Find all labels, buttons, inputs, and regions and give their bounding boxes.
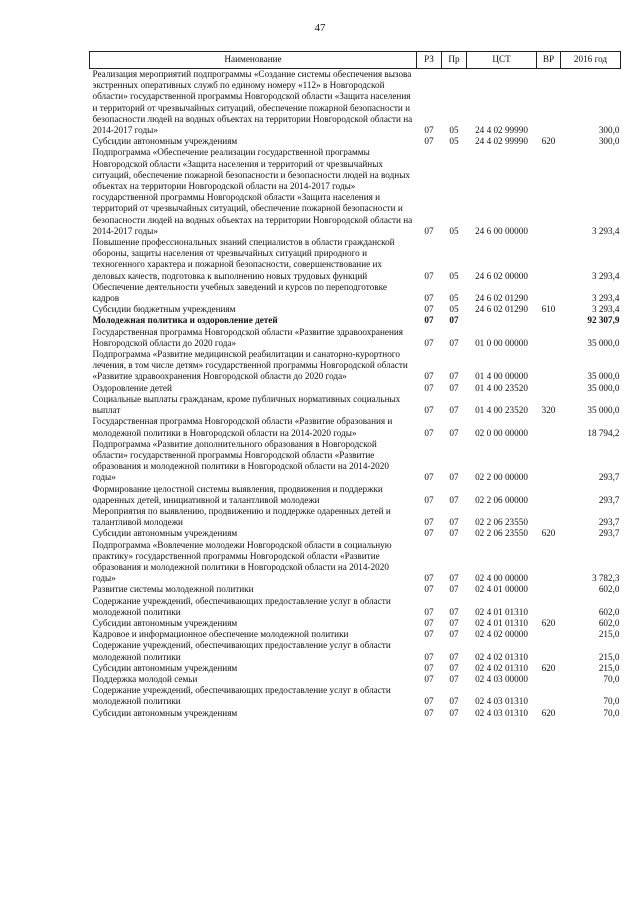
row-vr: 320 xyxy=(541,405,556,416)
row-pr: 07 xyxy=(449,673,459,684)
row-cst: 24 6 02 01290 xyxy=(475,304,528,315)
row-cst: 24 6 02 01290 xyxy=(475,293,528,304)
row-vr: 620 xyxy=(541,662,556,673)
table-row xyxy=(90,663,621,674)
row-pr: 07 xyxy=(449,662,459,673)
row-cst: 02 2 06 00000 xyxy=(475,494,528,505)
row-rz: 07 xyxy=(424,371,434,382)
table-row xyxy=(90,394,621,416)
table-row xyxy=(90,237,621,282)
header-name: Наименование xyxy=(90,52,417,69)
row-cst: 24 6 02 00000 xyxy=(475,270,528,281)
page-number: 47 xyxy=(314,22,326,34)
row-name: Мероприятия по выявлению, продвижению и поддержке одаренных детей и талантливой молодежи xyxy=(92,505,391,528)
table-row xyxy=(90,416,621,438)
row-sum: 35 000,0 xyxy=(587,382,620,393)
row-rz: 07 xyxy=(424,427,434,438)
row-vr xyxy=(537,416,561,438)
row-name: Формирование целостной системы выявления, продвижения и поддержки одаренных детей, инициативной и талантливой молодежи xyxy=(92,483,383,505)
header-rz: РЗ xyxy=(417,52,442,69)
row-rz: 07 xyxy=(424,573,434,584)
row-rz: 07 xyxy=(424,629,434,640)
table-row xyxy=(90,618,621,629)
row-sum: 293,7 xyxy=(598,472,620,483)
row-cst: 02 4 02 01310 xyxy=(475,662,528,673)
header-vr: ВР xyxy=(537,52,561,69)
table-row xyxy=(90,304,621,315)
table-row xyxy=(90,327,621,349)
table-row xyxy=(90,506,621,528)
row-name: Содержание учреждений, обеспечивающих предоставление услуг в области молодежной политики xyxy=(92,595,391,617)
row-name: Подпрограмма «Вовлечение молодежи Новгородской области в социальную практику» государственной программы Новгородской области «Развитие образования и молодежной политики в Новгородской области на 2014-2020 годы» xyxy=(92,539,392,584)
row-pr: 07 xyxy=(449,382,459,393)
table-row xyxy=(90,147,621,237)
row-pr: 07 xyxy=(449,584,459,595)
table-row xyxy=(90,584,621,595)
row-vr: 620 xyxy=(541,617,556,628)
row-cst: 01 0 00 00000 xyxy=(475,337,528,348)
row-rz: 07 xyxy=(424,494,434,505)
table-row xyxy=(90,540,621,585)
table-row xyxy=(90,528,621,539)
row-rz: 07 xyxy=(424,382,434,393)
row-cst: 01 4 00 00000 xyxy=(475,371,528,382)
row-pr: 07 xyxy=(449,651,459,662)
row-sum: 35 000,0 xyxy=(587,371,620,382)
row-cst: 02 2 00 00000 xyxy=(475,472,528,483)
row-vr xyxy=(537,540,561,585)
row-vr xyxy=(537,584,561,595)
row-vr xyxy=(537,383,561,394)
row-cst: 02 4 00 00000 xyxy=(475,573,528,584)
row-sum: 18 794,2 xyxy=(587,427,620,438)
row-cst: 02 4 03 01310 xyxy=(475,707,528,718)
row-rz: 07 xyxy=(424,125,434,136)
row-cst: 02 4 02 00000 xyxy=(475,629,528,640)
row-name: Субсидии бюджетным учреждениям xyxy=(92,304,236,315)
row-vr xyxy=(537,484,561,506)
row-rz: 07 xyxy=(424,304,434,315)
row-name: Подпрограмма «Развитие медицинской реабилитации и санаторно-курортного лечения, в том числе детям» государственной программы Новгородской области «Развитие здравоохранения Новгородской области до 2020 года» xyxy=(92,349,408,382)
row-rz: 07 xyxy=(424,405,434,416)
row-sum: 602,0 xyxy=(598,584,620,595)
row-name: Подпрограмма «Обеспечение реализации государственной программы Новгородской области «Защита населения и территорий от чрезвычайных ситуаций, обеспечение пожарной безопасности и безопасности людей на водных объектах на территории Новгородской области на 2014-2017 годы» государственной программы Новгородской области «Защита населения и территорий от чрезвычайных ситуаций, обеспечение пожарной безопасности и безопасности людей на водных объектах на территории Новгородской области на 2014-2017 годы» xyxy=(92,147,413,236)
row-pr: 05 xyxy=(449,136,459,147)
row-sum: 3 293,4 xyxy=(591,304,620,315)
row-sum: 602,0 xyxy=(598,606,620,617)
table-row xyxy=(90,282,621,304)
row-vr xyxy=(537,640,561,662)
row-vr xyxy=(537,506,561,528)
row-cst: 24 4 02 99990 xyxy=(475,125,528,136)
row-cst: 02 4 03 00000 xyxy=(475,673,528,684)
row-pr: 07 xyxy=(449,494,459,505)
row-sum: 92 307,9 xyxy=(587,315,620,326)
row-vr xyxy=(537,237,561,282)
row-sum: 300,0 xyxy=(598,125,620,136)
row-cst: 01 4 00 23520 xyxy=(475,382,528,393)
row-pr: 07 xyxy=(449,405,459,416)
row-name: Обеспечение деятельности учебных заведений и курсов по переподготовке кадров xyxy=(92,281,387,304)
row-vr xyxy=(537,685,561,707)
row-pr: 05 xyxy=(449,225,459,236)
row-sum: 3 293,4 xyxy=(591,293,620,304)
header-cst: ЦСТ xyxy=(467,52,537,69)
row-cst: 02 2 06 23550 xyxy=(475,528,528,539)
row-name: Подпрограмма «Развитие дополнительного образования в Новгородской области» государственной программы Новгородской области «Развитие образования и молодежной политики в Новгородской области на 2014-2020 годы» xyxy=(92,438,389,483)
row-rz: 07 xyxy=(424,662,434,673)
row-rz: 07 xyxy=(424,696,434,707)
row-rz: 07 xyxy=(424,606,434,617)
row-rz: 07 xyxy=(424,293,434,304)
row-pr: 07 xyxy=(449,427,459,438)
row-sum: 70,0 xyxy=(603,673,620,684)
row-name: Субсидии автономным учреждениям xyxy=(92,707,238,718)
row-pr: 05 xyxy=(449,270,459,281)
row-cst: 01 4 00 23520 xyxy=(475,405,528,416)
table-row xyxy=(90,69,621,137)
row-rz: 07 xyxy=(424,584,434,595)
row-name: Социальные выплаты гражданам, кроме публичных нормативных социальных выплат xyxy=(92,393,401,416)
table-row xyxy=(90,708,621,719)
row-sum: 293,7 xyxy=(598,494,620,505)
row-sum: 3 293,4 xyxy=(591,270,620,281)
budget-table xyxy=(89,51,621,719)
row-name: Содержание учреждений, обеспечивающих предоставление услуг в области молодежной политики xyxy=(92,640,391,662)
row-vr: 620 xyxy=(541,528,556,539)
row-sum: 293,7 xyxy=(598,528,620,539)
table-header-row xyxy=(90,52,621,69)
table-row xyxy=(90,596,621,618)
row-vr: 620 xyxy=(541,136,556,147)
row-sum: 35 000,0 xyxy=(587,337,620,348)
row-rz: 07 xyxy=(424,651,434,662)
table-row xyxy=(90,439,621,484)
row-sum: 215,0 xyxy=(598,651,620,662)
row-sum: 300,0 xyxy=(598,136,620,147)
row-name: Повышение профессиональных знаний специалистов в области гражданской обороны, защиты населения от чрезвычайных ситуаций природного и техногенного характера и пожарной безопасности, совершенствование их деловых качеств, подготовка к выполнению новых трудовых функций xyxy=(92,237,395,281)
row-sum: 70,0 xyxy=(603,707,620,718)
row-pr: 07 xyxy=(449,617,459,628)
row-name: Субсидии автономным учреждениям xyxy=(92,528,238,539)
header-year: 2016 год xyxy=(561,52,621,69)
table-row xyxy=(90,685,621,707)
row-cst: 02 4 01 00000 xyxy=(475,584,528,595)
row-name: Поддержка молодой семьи xyxy=(92,673,198,684)
row-vr: 620 xyxy=(541,707,556,718)
table-row xyxy=(90,136,621,147)
row-rz: 07 xyxy=(424,528,434,539)
row-name: Реализация мероприятий подпрограммы «Создание системы обеспечения вызова экстренных оперативных служб по единому номеру «112» в Новгородской области» государственной программы Новгородской области «Защита населения и территорий от чрезвычайных ситуаций, обеспечение пожарной безопасности и безопасности людей на водных объектах на территории Новгородской области на 2014-2017 годы» xyxy=(92,69,413,136)
row-cst: 24 4 02 99990 xyxy=(475,136,528,147)
row-vr xyxy=(537,315,561,326)
row-pr: 07 xyxy=(449,528,459,539)
row-cst xyxy=(467,315,537,326)
row-vr xyxy=(537,674,561,685)
row-rz: 07 xyxy=(424,225,434,236)
row-pr: 07 xyxy=(449,573,459,584)
row-sum: 70,0 xyxy=(603,696,620,707)
row-rz: 07 xyxy=(424,315,434,326)
row-rz: 07 xyxy=(424,517,434,528)
row-vr xyxy=(537,439,561,484)
row-rz: 07 xyxy=(424,617,434,628)
table-row xyxy=(90,383,621,394)
table-row xyxy=(90,315,621,326)
row-vr xyxy=(537,327,561,349)
row-pr: 07 xyxy=(449,315,459,326)
row-vr xyxy=(537,596,561,618)
row-rz: 07 xyxy=(424,136,434,147)
row-name: Государственная программа Новгородской области «Развитие образования и молодежной политики в Новгородской области на 2014-2020 годы» xyxy=(92,416,393,438)
table-row xyxy=(90,674,621,685)
row-pr: 07 xyxy=(449,629,459,640)
table-row xyxy=(90,349,621,383)
row-vr xyxy=(537,282,561,304)
row-pr: 07 xyxy=(449,371,459,382)
row-pr: 05 xyxy=(449,293,459,304)
row-pr: 07 xyxy=(449,606,459,617)
row-pr: 07 xyxy=(449,696,459,707)
row-sum: 293,7 xyxy=(598,517,620,528)
row-pr: 07 xyxy=(449,517,459,528)
row-name: Развитие системы молодежной политики xyxy=(92,584,254,595)
row-cst: 02 4 03 01310 xyxy=(475,696,528,707)
row-sum: 215,0 xyxy=(598,629,620,640)
row-cst: 02 4 01 01310 xyxy=(475,606,528,617)
row-name: Оздоровление детей xyxy=(92,382,172,393)
table-body xyxy=(90,69,621,719)
row-vr xyxy=(537,349,561,383)
row-rz: 07 xyxy=(424,337,434,348)
row-pr: 05 xyxy=(449,304,459,315)
row-sum: 35 000,0 xyxy=(587,405,620,416)
row-name: Молодежная политика и оздоровление детей xyxy=(92,315,278,326)
row-rz: 07 xyxy=(424,270,434,281)
row-vr xyxy=(537,69,561,137)
row-name: Кадровое и информационное обеспечение молодежной политики xyxy=(92,629,349,640)
row-vr xyxy=(537,147,561,237)
row-rz: 07 xyxy=(424,707,434,718)
row-name: Содержание учреждений, обеспечивающих предоставление услуг в области молодежной политики xyxy=(92,685,391,707)
row-sum: 215,0 xyxy=(598,662,620,673)
row-name: Государственная программа Новгородской области «Развитие здравоохранения Новгородской области до 2020 года» xyxy=(92,326,404,348)
row-name: Субсидии автономным учреждениям xyxy=(92,617,238,628)
header-pr: Пр xyxy=(442,52,467,69)
row-pr: 07 xyxy=(449,707,459,718)
row-rz: 07 xyxy=(424,673,434,684)
row-name: Субсидии автономным учреждениям xyxy=(92,662,238,673)
row-cst: 24 6 00 00000 xyxy=(475,225,528,236)
row-pr: 07 xyxy=(449,337,459,348)
row-pr: 05 xyxy=(449,125,459,136)
row-name: Субсидии автономным учреждениям xyxy=(92,136,238,147)
row-vr xyxy=(537,629,561,640)
row-sum: 602,0 xyxy=(598,617,620,628)
table-row xyxy=(90,640,621,662)
row-cst: 02 4 01 01310 xyxy=(475,617,528,628)
row-rz: 07 xyxy=(424,472,434,483)
table-row xyxy=(90,484,621,506)
row-vr: 610 xyxy=(541,304,556,315)
row-pr: 07 xyxy=(449,472,459,483)
table-row xyxy=(90,629,621,640)
row-cst: 02 2 06 23550 xyxy=(475,517,528,528)
row-sum: 3 293,4 xyxy=(591,225,620,236)
row-cst: 02 4 02 01310 xyxy=(475,651,528,662)
row-cst: 02 0 00 00000 xyxy=(475,427,528,438)
row-sum: 3 782,3 xyxy=(591,573,620,584)
